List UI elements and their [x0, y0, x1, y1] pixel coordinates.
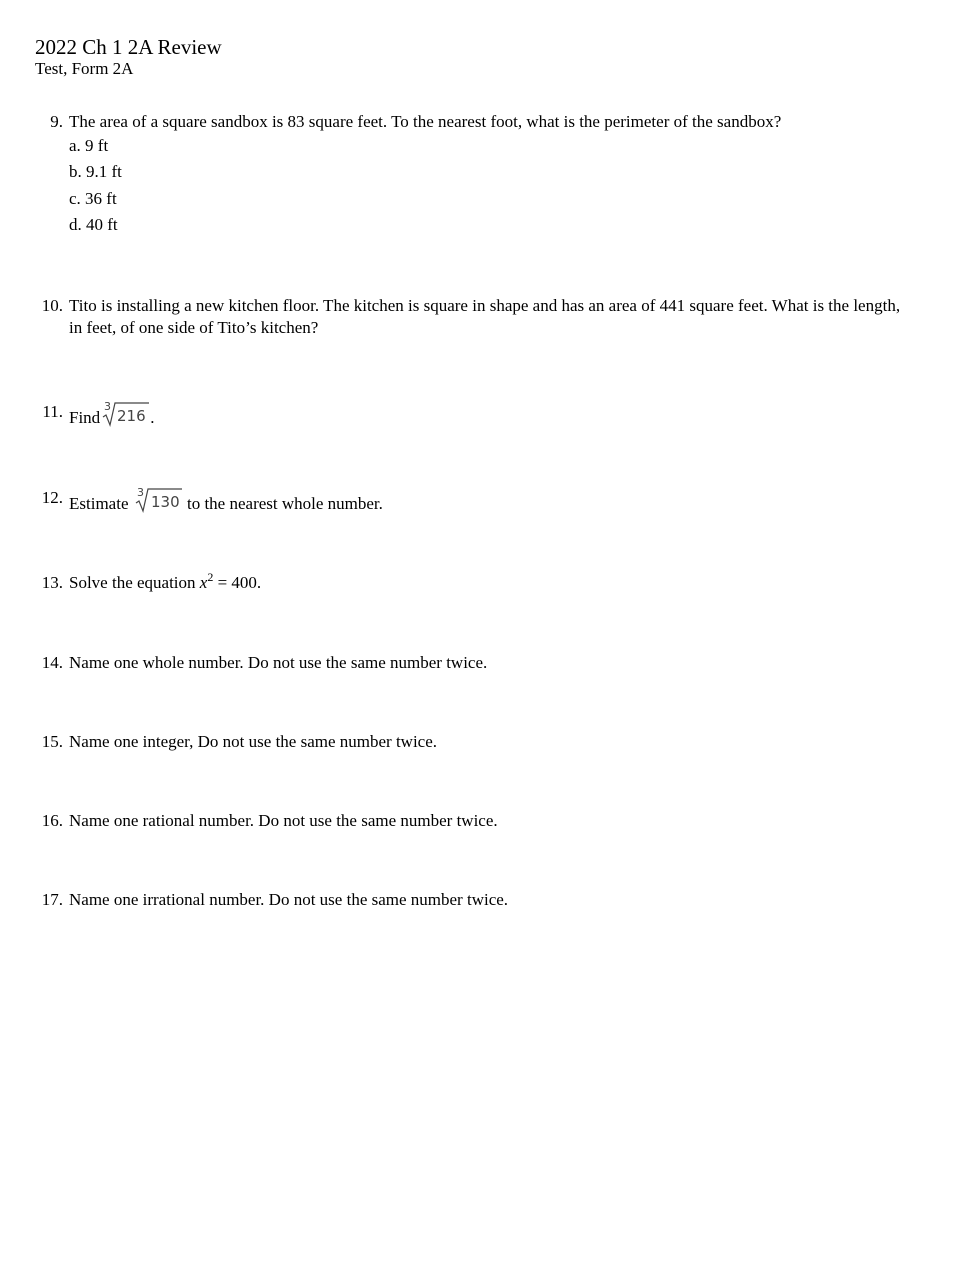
answer-option-c: c. 36 ft [69, 189, 117, 208]
variable-x: x [199, 573, 208, 592]
question-number: 13. [41, 573, 63, 592]
question-number: 12. [41, 488, 63, 507]
question-prefix: Solve the equation [69, 573, 196, 592]
question-text: Name one irrational number. Do not use the same number twice. [69, 890, 509, 909]
radicand: 216 [117, 407, 146, 425]
cube-root-216 [102, 401, 150, 427]
answer-option-b: b. 9.1 ft [69, 162, 122, 181]
cube-root-130 [135, 487, 183, 513]
question-text-line-1: Tito is installing a new kitchen floor. The kitchen is square in shape and has an area of 441 square feet. What is the length, [69, 296, 901, 315]
question-suffix: = 400. [217, 573, 262, 592]
page-subtitle: Test, Form 2A [35, 59, 134, 78]
question-text-line-2: in feet, of one side of Tito’s kitchen? [69, 318, 319, 337]
question-number: 17. [41, 890, 63, 909]
radicand: 130 [150, 493, 180, 511]
question-number: 15. [41, 732, 63, 751]
question-number: 14. [41, 653, 63, 672]
question-suffix: to the nearest whole number. [186, 494, 383, 513]
question-number: 11. [42, 402, 63, 421]
answer-option-d: d. 40 ft [69, 215, 118, 234]
question-text: Name one integer, Do not use the same number twice. [69, 732, 438, 751]
question-text: The area of a square sandbox is 83 square feet. To the nearest foot, what is the perimeter of the sandbox? [69, 112, 782, 131]
answer-option-a: a. 9 ft [69, 136, 109, 155]
page-title: 2022 Ch 1 2A Review [35, 35, 222, 59]
question-number: 16. [41, 811, 63, 830]
question-number: 9. [50, 112, 63, 131]
question-prefix: Find [69, 408, 101, 427]
exponent: 2 [207, 570, 214, 584]
question-prefix: Estimate [69, 494, 129, 513]
question-text: Name one rational number. Do not use the same number twice. [69, 811, 498, 830]
question-number: 10. [41, 296, 63, 315]
question-text: Name one whole number. Do not use the same number twice. [69, 653, 488, 672]
radical-index: 3 [104, 401, 112, 413]
radical-index: 3 [136, 487, 144, 499]
question-suffix: . [150, 408, 155, 427]
